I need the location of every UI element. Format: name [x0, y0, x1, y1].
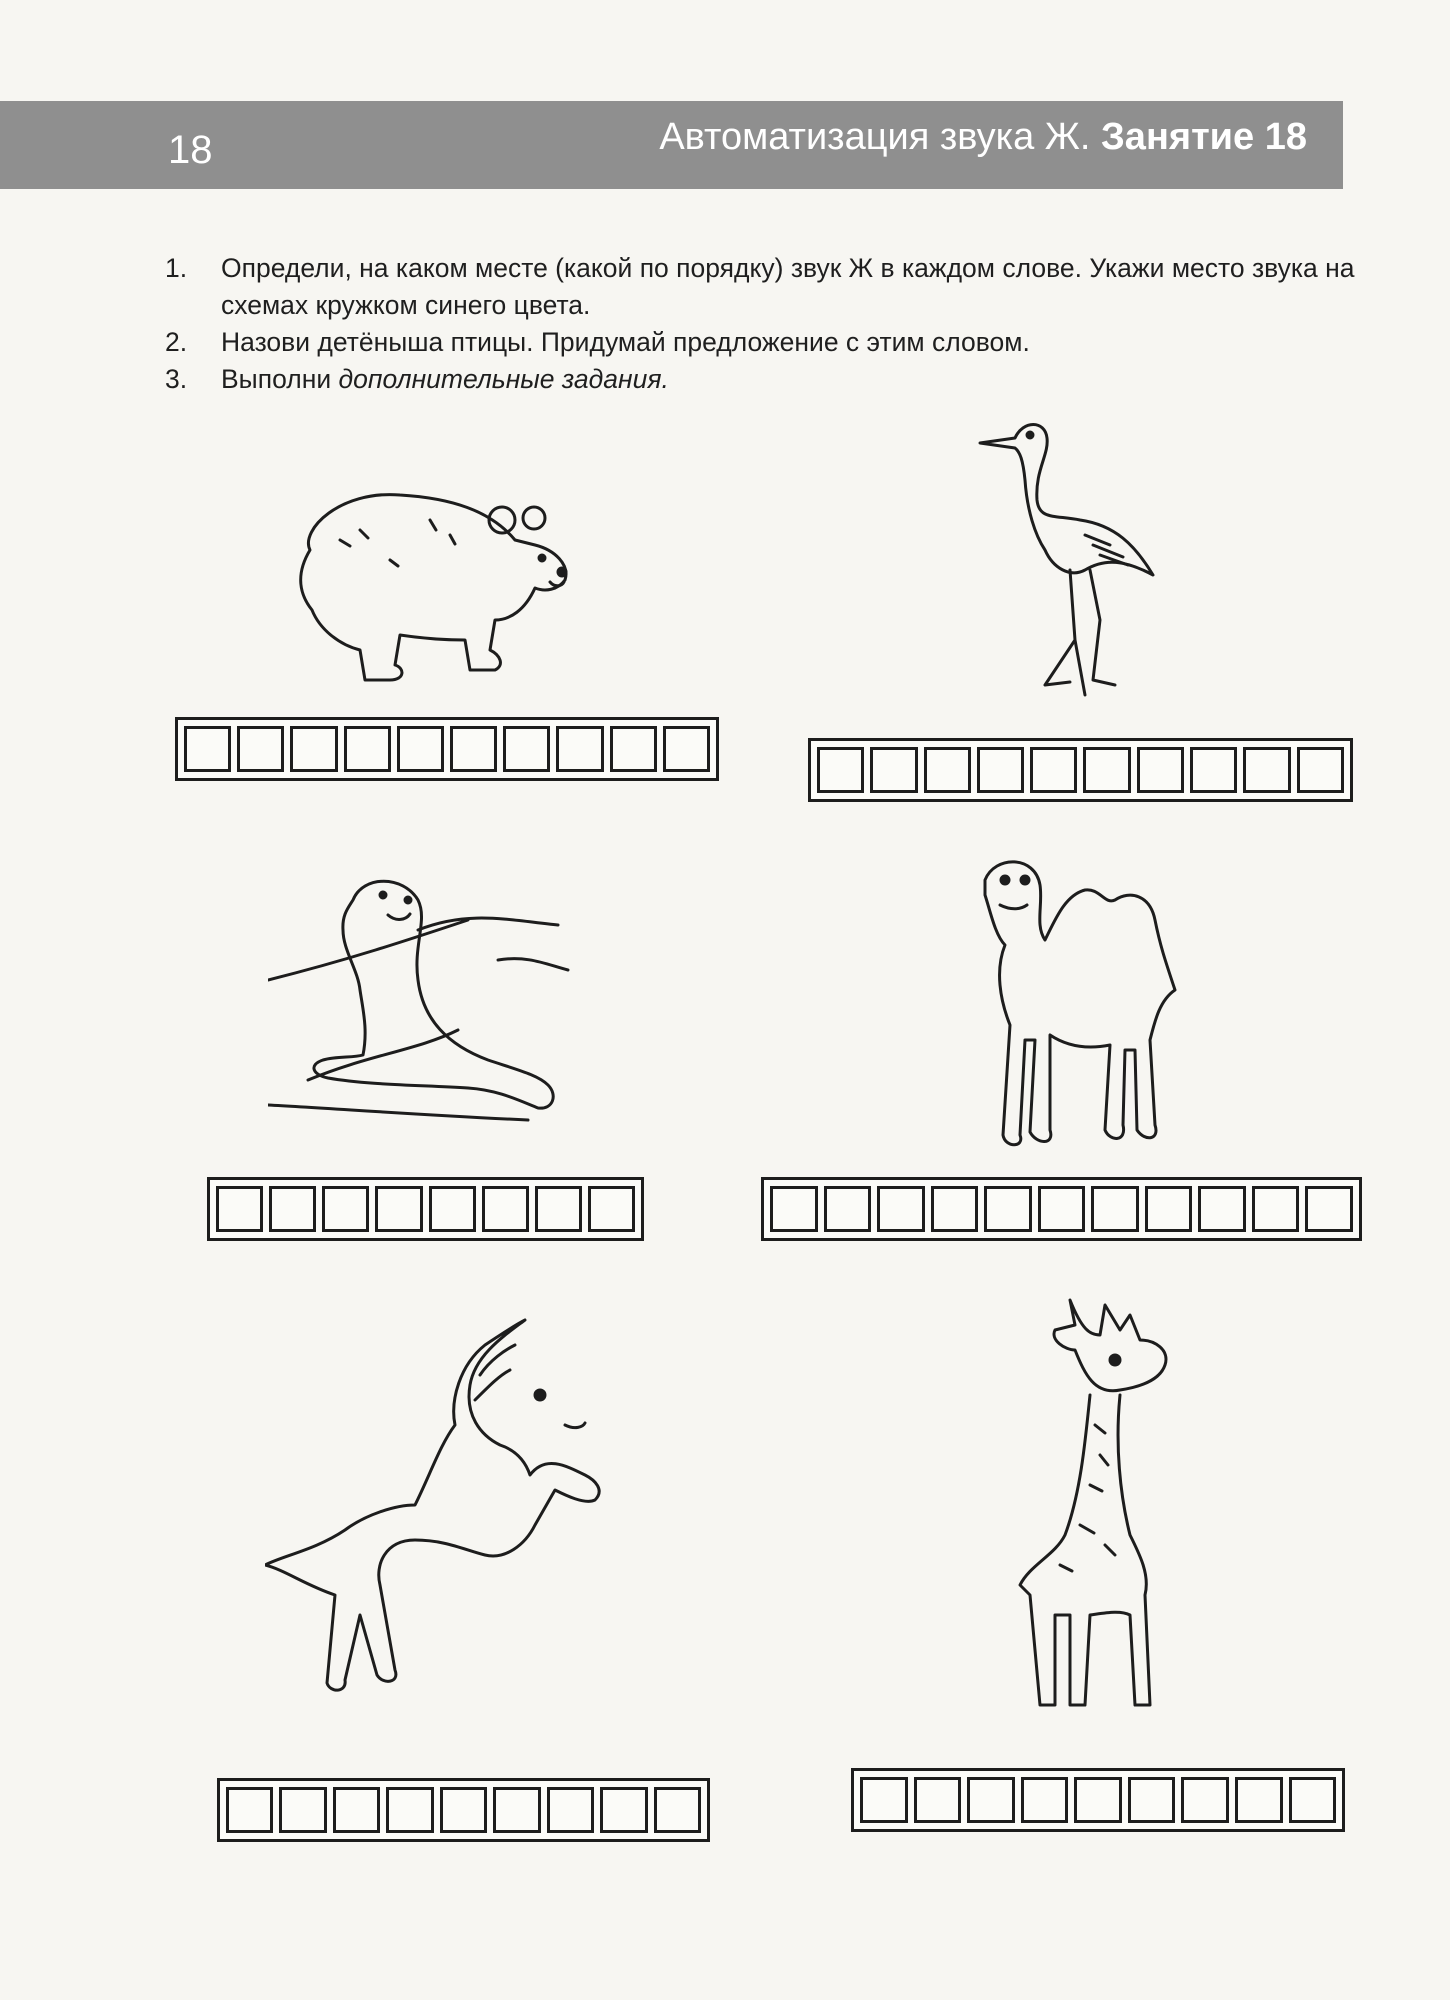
lesson-title-bold: Занятие 18 — [1101, 116, 1307, 158]
scheme-cell[interactable] — [322, 1186, 369, 1232]
scheme-cell[interactable] — [290, 726, 337, 772]
foal-picture — [265, 1315, 655, 1695]
task-item — [165, 361, 1355, 398]
scheme-cell[interactable] — [977, 747, 1024, 793]
scheme-cell[interactable] — [1145, 1186, 1193, 1232]
scheme-cell[interactable] — [1190, 747, 1237, 793]
lesson-title-regular: Автоматизация звука Ж. — [659, 116, 1091, 158]
task-text — [221, 361, 669, 398]
scheme-cell[interactable] — [1083, 747, 1130, 793]
scheme-cell[interactable] — [397, 726, 444, 772]
task-number: 2. — [165, 327, 188, 357]
scheme-cell[interactable] — [440, 1787, 487, 1833]
scheme-cell[interactable] — [1074, 1777, 1122, 1823]
task-list — [165, 250, 1355, 398]
task-number: 3. — [165, 364, 188, 394]
scheme-cell[interactable] — [1305, 1186, 1353, 1232]
scheme-cell[interactable] — [588, 1186, 635, 1232]
scheme-cell[interactable] — [1030, 747, 1077, 793]
scheme-cell[interactable] — [269, 1186, 316, 1232]
scheme-cell[interactable] — [1038, 1186, 1086, 1232]
scheme-cell[interactable] — [1252, 1186, 1300, 1232]
scheme-cell[interactable] — [1128, 1777, 1176, 1823]
scheme-cell[interactable] — [493, 1787, 540, 1833]
scheme-cell[interactable] — [1091, 1186, 1139, 1232]
task-item — [165, 250, 1355, 324]
sound-scheme — [207, 1177, 644, 1241]
scheme-cell[interactable] — [556, 726, 603, 772]
seal-pup-picture — [268, 870, 578, 1140]
scheme-cell[interactable] — [375, 1186, 422, 1232]
scheme-cell[interactable] — [344, 726, 391, 772]
task-text-italic: дополнительные задания. — [338, 364, 669, 394]
scheme-cell[interactable] — [279, 1787, 326, 1833]
scheme-cell[interactable] — [924, 747, 971, 793]
lesson-title — [659, 116, 1307, 159]
scheme-cell[interactable] — [770, 1186, 818, 1232]
scheme-cell[interactable] — [600, 1787, 647, 1833]
scheme-cell[interactable] — [1021, 1777, 1069, 1823]
scheme-cell[interactable] — [1289, 1777, 1337, 1823]
scheme-cell[interactable] — [610, 726, 657, 772]
scheme-cell[interactable] — [386, 1787, 433, 1833]
scheme-cell[interactable] — [663, 726, 710, 772]
scheme-cell[interactable] — [654, 1787, 701, 1833]
scheme-cell[interactable] — [870, 747, 917, 793]
sound-scheme — [851, 1768, 1345, 1832]
scheme-cell[interactable] — [984, 1186, 1032, 1232]
scheme-cell[interactable] — [535, 1186, 582, 1232]
scheme-cell[interactable] — [237, 726, 284, 772]
scheme-cell[interactable] — [931, 1186, 979, 1232]
scheme-cell[interactable] — [216, 1186, 263, 1232]
scheme-cell[interactable] — [1137, 747, 1184, 793]
scheme-cell[interactable] — [877, 1186, 925, 1232]
scheme-cell[interactable] — [1181, 1777, 1229, 1823]
task-text: Назови детёныша птицы. Придумай предложение с этим словом. — [221, 327, 1030, 357]
task-text-plain: Выполни — [221, 364, 339, 394]
scheme-cell[interactable] — [184, 726, 231, 772]
scheme-cell[interactable] — [824, 1186, 872, 1232]
crane-chick-picture — [975, 410, 1185, 700]
scheme-cell[interactable] — [1235, 1777, 1283, 1823]
scheme-cell[interactable] — [547, 1787, 594, 1833]
bear-cub-picture — [280, 470, 580, 690]
scheme-cell[interactable] — [817, 747, 864, 793]
task-text: Определи, на каком месте (какой по порядку) звук Ж в каждом слове. Укажи место звука на схемах кружком синего цвета. — [221, 253, 1355, 320]
scheme-cell[interactable] — [429, 1186, 476, 1232]
camel-calf-picture — [965, 850, 1205, 1165]
task-item — [165, 324, 1355, 361]
page-number: 18 — [168, 128, 213, 172]
scheme-cell[interactable] — [333, 1787, 380, 1833]
scheme-cell[interactable] — [450, 726, 497, 772]
scheme-cell[interactable] — [914, 1777, 962, 1823]
giraffe-calf-picture — [1010, 1295, 1200, 1715]
sound-scheme — [217, 1778, 710, 1842]
sound-scheme — [761, 1177, 1362, 1241]
scheme-cell[interactable] — [226, 1787, 273, 1833]
scheme-cell[interactable] — [503, 726, 550, 772]
scheme-cell[interactable] — [860, 1777, 908, 1823]
task-number: 1. — [165, 253, 188, 283]
scheme-cell[interactable] — [1297, 747, 1344, 793]
sound-scheme — [175, 717, 719, 781]
scheme-cell[interactable] — [482, 1186, 529, 1232]
scheme-cell[interactable] — [1198, 1186, 1246, 1232]
sound-scheme — [808, 738, 1353, 802]
scheme-cell[interactable] — [1243, 747, 1290, 793]
scheme-cell[interactable] — [967, 1777, 1015, 1823]
